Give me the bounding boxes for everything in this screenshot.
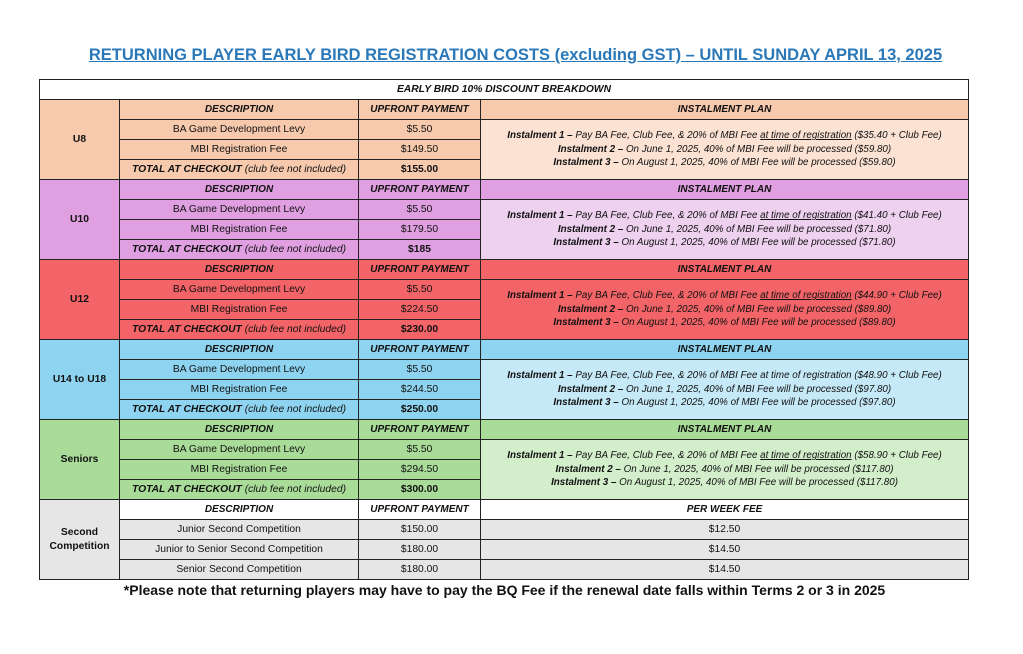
total-amount: $300.00 bbox=[359, 480, 481, 500]
total-description bbox=[120, 160, 359, 180]
second-competition-row bbox=[40, 520, 969, 540]
footnote: *Please note that returning players may have to pay the BQ Fee if the renewal date falls within Terms 2 or 3 in 2025 bbox=[123, 582, 886, 598]
age-group-label: U8 bbox=[40, 100, 120, 180]
age-group-label: U10 bbox=[40, 180, 120, 260]
fee-table bbox=[39, 79, 969, 580]
fee-table-body bbox=[40, 80, 969, 580]
instalment-1 bbox=[485, 449, 964, 463]
levy-amount: $5.50 bbox=[359, 200, 481, 220]
instalment-3-label: Instalment 3 – bbox=[553, 397, 619, 409]
instalment-header: INSTALMENT PLAN bbox=[481, 260, 969, 280]
group-header-row bbox=[40, 340, 969, 360]
mbi-amount: $244.50 bbox=[359, 380, 481, 400]
levy-row bbox=[40, 280, 969, 300]
upfront-header: UPFRONT PAYMENT bbox=[359, 100, 481, 120]
levy-description: BA Game Development Levy bbox=[120, 360, 359, 380]
instalment-2 bbox=[485, 463, 964, 477]
total-note: (club fee not included) bbox=[244, 164, 347, 175]
instalment-2 bbox=[485, 383, 964, 397]
second-header-row bbox=[40, 500, 969, 520]
instalment-1 bbox=[485, 369, 964, 383]
competition-description: Junior to Senior Second Competition bbox=[120, 540, 359, 560]
instalment-1-label: Instalment 1 – bbox=[507, 290, 573, 302]
levy-description: BA Game Development Levy bbox=[120, 440, 359, 460]
second-competition-label: Second Competition bbox=[40, 500, 120, 580]
instalment-header: INSTALMENT PLAN bbox=[481, 180, 969, 200]
instalment-2-text: On June 1, 2025, 40% of MBI Fee will be processed ($97.80) bbox=[625, 383, 892, 395]
instalment-1-label: Instalment 1 – bbox=[507, 450, 573, 462]
mbi-description: MBI Registration Fee bbox=[120, 220, 359, 240]
total-label: TOTAL AT CHECKOUT bbox=[131, 244, 242, 255]
group-header-row bbox=[40, 420, 969, 440]
instalment-3 bbox=[485, 156, 964, 170]
instalment-3 bbox=[485, 396, 964, 410]
competition-upfront: $150.00 bbox=[359, 520, 481, 540]
instalment-plan bbox=[481, 120, 969, 180]
instalment-2-text: On June 1, 2025, 40% of MBI Fee will be processed ($59.80) bbox=[625, 143, 892, 155]
levy-row bbox=[40, 120, 969, 140]
competition-per-week: $14.50 bbox=[481, 540, 969, 560]
description-header: DESCRIPTION bbox=[120, 100, 359, 120]
instalment-plan bbox=[481, 200, 969, 260]
instalment-3 bbox=[485, 476, 964, 490]
instalment-header: INSTALMENT PLAN bbox=[481, 420, 969, 440]
instalment-plan bbox=[481, 440, 969, 500]
total-note: (club fee not included) bbox=[244, 244, 347, 255]
instalment-2-label: Instalment 2 – bbox=[557, 223, 624, 235]
mbi-amount: $224.50 bbox=[359, 300, 481, 320]
instalment-1-label: Instalment 1 – bbox=[507, 370, 573, 382]
instalment-1-amount: ($41.40 + Club Fee) bbox=[851, 210, 942, 222]
competition-description: Senior Second Competition bbox=[120, 560, 359, 580]
per-week-header: PER WEEK FEE bbox=[481, 500, 969, 520]
group-header-row bbox=[40, 100, 969, 120]
instalment-header: INSTALMENT PLAN bbox=[481, 100, 969, 120]
competition-per-week: $12.50 bbox=[481, 520, 969, 540]
banner-row bbox=[40, 80, 969, 100]
total-description bbox=[120, 400, 359, 420]
upfront-header: UPFRONT PAYMENT bbox=[359, 340, 481, 360]
instalment-3-text: On August 1, 2025, 40% of MBI Fee will be processed ($117.80) bbox=[619, 477, 898, 489]
instalment-header: INSTALMENT PLAN bbox=[481, 340, 969, 360]
discount-banner: EARLY BIRD 10% DISCOUNT BREAKDOWN bbox=[40, 80, 969, 100]
instalment-2-label: Instalment 2 – bbox=[555, 463, 621, 475]
upfront-header: UPFRONT PAYMENT bbox=[359, 500, 481, 520]
mbi-description: MBI Registration Fee bbox=[120, 300, 359, 320]
total-amount: $250.00 bbox=[359, 400, 481, 420]
instalment-3-text: On August 1, 2025, 40% of MBI Fee will be processed ($89.80) bbox=[621, 317, 896, 329]
competition-per-week: $14.50 bbox=[481, 560, 969, 580]
upfront-header: UPFRONT PAYMENT bbox=[359, 420, 481, 440]
levy-row bbox=[40, 200, 969, 220]
instalment-1 bbox=[485, 289, 964, 303]
instalment-1-amount: ($44.90 + Club Fee) bbox=[851, 290, 942, 302]
upfront-header: UPFRONT PAYMENT bbox=[359, 260, 481, 280]
mbi-description: MBI Registration Fee bbox=[120, 380, 359, 400]
instalment-3-label: Instalment 3 – bbox=[551, 477, 617, 489]
instalment-3 bbox=[485, 316, 964, 330]
group-header-row bbox=[40, 260, 969, 280]
instalment-3-text: On August 1, 2025, 40% of MBI Fee will be processed ($59.80) bbox=[621, 157, 896, 169]
description-header: DESCRIPTION bbox=[120, 180, 359, 200]
instalment-1-label: Instalment 1 – bbox=[507, 210, 573, 222]
group-header-row bbox=[40, 180, 969, 200]
total-description bbox=[120, 240, 359, 260]
second-competition-row bbox=[40, 560, 969, 580]
instalment-1-text: Pay BA Fee, Club Fee, & 20% of MBI Fee bbox=[575, 290, 761, 302]
instalment-3-label: Instalment 3 – bbox=[553, 317, 619, 329]
instalment-1 bbox=[485, 129, 964, 143]
instalment-2-label: Instalment 2 – bbox=[557, 303, 624, 315]
instalment-1-timing: at time of registration bbox=[760, 210, 852, 222]
competition-description: Junior Second Competition bbox=[120, 520, 359, 540]
levy-row bbox=[40, 360, 969, 380]
age-group-label: Seniors bbox=[40, 420, 120, 500]
instalment-plan bbox=[481, 280, 969, 340]
description-header: DESCRIPTION bbox=[120, 340, 359, 360]
levy-amount: $5.50 bbox=[359, 120, 481, 140]
description-header: DESCRIPTION bbox=[120, 500, 359, 520]
description-header: DESCRIPTION bbox=[120, 420, 359, 440]
age-group-label: U12 bbox=[40, 260, 120, 340]
instalment-2-text: On June 1, 2025, 40% of MBI Fee will be processed ($117.80) bbox=[623, 463, 894, 475]
instalment-1-label: Instalment 1 – bbox=[507, 130, 573, 142]
mbi-description: MBI Registration Fee bbox=[120, 140, 359, 160]
upfront-header: UPFRONT PAYMENT bbox=[359, 180, 481, 200]
total-note: (club fee not included) bbox=[244, 484, 347, 495]
levy-amount: $5.50 bbox=[359, 280, 481, 300]
mbi-description: MBI Registration Fee bbox=[120, 460, 359, 480]
instalment-2-text: On June 1, 2025, 40% of MBI Fee will be processed ($71.80) bbox=[625, 223, 892, 235]
instalment-plan bbox=[481, 360, 969, 420]
instalment-3-text: On August 1, 2025, 40% of MBI Fee will be processed ($97.80) bbox=[621, 397, 896, 409]
instalment-1 bbox=[485, 209, 964, 223]
instalment-2-label: Instalment 2 – bbox=[557, 383, 624, 395]
instalment-1-amount: ($35.40 + Club Fee) bbox=[851, 130, 942, 142]
mbi-amount: $149.50 bbox=[359, 140, 481, 160]
total-amount: $230.00 bbox=[359, 320, 481, 340]
instalment-2 bbox=[485, 223, 964, 237]
levy-description: BA Game Development Levy bbox=[120, 280, 359, 300]
levy-description: BA Game Development Levy bbox=[120, 200, 359, 220]
mbi-amount: $179.50 bbox=[359, 220, 481, 240]
total-amount: $185 bbox=[359, 240, 481, 260]
total-note: (club fee not included) bbox=[244, 324, 347, 335]
instalment-2 bbox=[485, 303, 964, 317]
total-label: TOTAL AT CHECKOUT bbox=[131, 404, 242, 415]
instalment-1-text: Pay BA Fee, Club Fee, & 20% of MBI Fee bbox=[575, 210, 761, 222]
instalment-3-label: Instalment 3 – bbox=[553, 237, 619, 249]
instalment-3-text: On August 1, 2025, 40% of MBI Fee will be processed ($71.80) bbox=[621, 237, 896, 249]
instalment-1-text: Pay BA Fee, Club Fee, & 20% of MBI Fee bbox=[575, 450, 761, 462]
total-description bbox=[120, 480, 359, 500]
instalment-1-timing: at time of registration bbox=[760, 290, 852, 302]
instalment-2-label: Instalment 2 – bbox=[557, 143, 624, 155]
description-header: DESCRIPTION bbox=[120, 260, 359, 280]
instalment-2 bbox=[485, 143, 964, 157]
instalment-3 bbox=[485, 236, 964, 250]
instalment-3-label: Instalment 3 – bbox=[553, 157, 619, 169]
competition-upfront: $180.00 bbox=[359, 540, 481, 560]
second-competition-row bbox=[40, 540, 969, 560]
page-title: RETURNING PLAYER EARLY BIRD REGISTRATION COSTS (excluding GST) – UNTIL SUNDAY APRIL 13, 2025 bbox=[88, 46, 943, 64]
total-note: (club fee not included) bbox=[244, 404, 347, 415]
total-label: TOTAL AT CHECKOUT bbox=[131, 164, 242, 175]
instalment-1-timing: at time of registration bbox=[760, 130, 852, 142]
competition-upfront: $180.00 bbox=[359, 560, 481, 580]
instalment-1-timing: at time of registration bbox=[760, 450, 852, 462]
levy-amount: $5.50 bbox=[359, 360, 481, 380]
instalment-1-text: Pay BA Fee, Club Fee, & 20% of MBI Fee at time of registration ($48.90 + Club Fee) bbox=[575, 370, 942, 382]
total-amount: $155.00 bbox=[359, 160, 481, 180]
levy-description: BA Game Development Levy bbox=[120, 120, 359, 140]
instalment-2-text: On June 1, 2025, 40% of MBI Fee will be processed ($89.80) bbox=[625, 303, 892, 315]
total-label: TOTAL AT CHECKOUT bbox=[131, 324, 242, 335]
total-label: TOTAL AT CHECKOUT bbox=[131, 484, 242, 495]
levy-row bbox=[40, 440, 969, 460]
mbi-amount: $294.50 bbox=[359, 460, 481, 480]
instalment-1-amount: ($58.90 + Club Fee) bbox=[851, 450, 942, 462]
total-description bbox=[120, 320, 359, 340]
age-group-label: U14 to U18 bbox=[40, 340, 120, 420]
levy-amount: $5.50 bbox=[359, 440, 481, 460]
instalment-1-text: Pay BA Fee, Club Fee, & 20% of MBI Fee bbox=[575, 130, 761, 142]
